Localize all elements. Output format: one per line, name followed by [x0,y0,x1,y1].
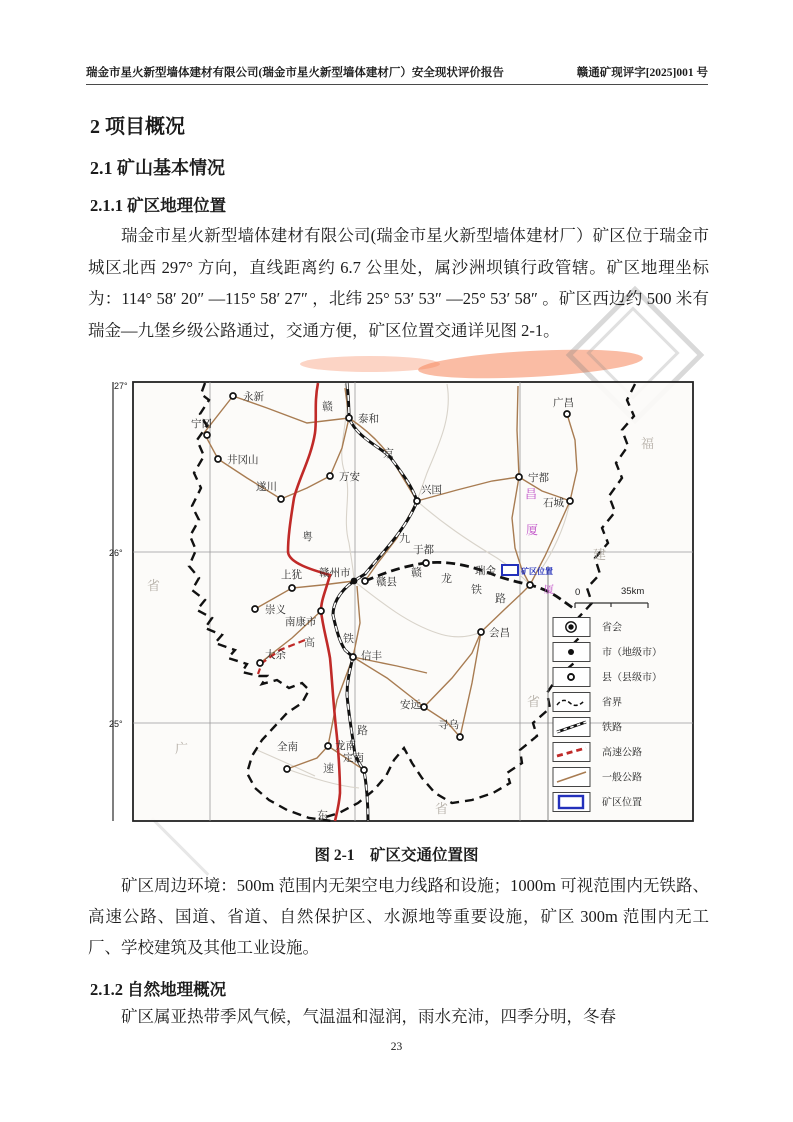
traffic-location-map [97,378,697,840]
county-marker [567,498,573,504]
city-label: 会昌 [489,627,510,639]
county-marker [325,743,331,749]
paragraph-surroundings: 矿区周边环境：500m 范围内无架空电力线路和设施；1000m 可视范围内无铁路、高速公路、国道、省道、自然保护区、水源地等重要设施，矿区 300m 范围内无工厂、学校建筑及其他工业设施。 [88,876,709,957]
city-label: 万安 [339,471,360,483]
subsubsection-heading-location: 2.1.1 矿区地理位置 [90,196,227,215]
city-label: 兴国 [421,484,442,496]
mine-location-box [502,565,518,575]
county-marker [350,654,356,660]
latitude-label: 25° [109,719,123,729]
subsection-heading: 2.1 矿山基本情况 [90,158,225,178]
map-label: 赣 [322,401,333,413]
city-label: 信丰 [361,650,382,662]
scale-zero-label: 0 [575,587,581,598]
county-marker [252,606,258,612]
map-label: 速 [323,763,334,775]
city-label: 崇义 [265,604,286,616]
county-marker [362,578,368,584]
figure-map [97,378,697,840]
map-label: 龙 [441,573,452,585]
county-marker [318,608,324,614]
legend-label: 省会 [602,622,622,634]
paragraph-climate: 矿区属亚热带季风气候，气温温和湿润，雨水充沛，四季分明，冬春 [121,1007,616,1026]
map-label: 赣 [411,567,422,579]
mine-city-marker [527,582,533,588]
map-label: 铁 [343,633,354,645]
map-label: 建 [593,547,607,562]
county-marker [284,766,290,772]
county-marker [257,660,263,666]
city-label: 永新 [243,391,264,403]
map-label: 东 [317,810,328,822]
map-label: 九 [399,533,410,545]
mine-location-label: 矿区位置 [521,567,553,576]
latitude-labels [109,381,128,729]
city-label: 全南 [277,741,298,753]
city-label: 宁冈 [191,418,212,430]
county-marker [346,415,352,421]
map-label: 广 [175,741,189,756]
page-number: 23 [390,1041,403,1053]
latitude-label: 27° [114,381,128,391]
header-doc-number: 赣通矿现评字[2025]001 号 [576,67,708,79]
legend-label: 市（地级市） [602,647,662,659]
map-label: 省 [147,578,161,593]
header-title: 瑞金市星火新型墙体建材有限公司(瑞金市星火新型墙体建材厂）安全现状评价报告 [86,67,504,79]
city-label: 井冈山 [227,454,259,466]
legend-label: 县（县级市） [602,672,662,684]
map-label: 福 [641,436,655,451]
legend-label: 铁路 [602,722,622,734]
figure-caption: 图 2-1 矿区交通位置图 [314,847,479,864]
county-marker [516,474,522,480]
city-label: 于都 [413,544,434,556]
county-marker [289,585,295,591]
county-marker [421,704,427,710]
map-label: 厦 [544,585,554,596]
city-label: 南康市 [285,616,317,628]
section-heading: 2 项目概况 [90,116,185,138]
city-label: 石城 [543,497,564,509]
map-label: 厦 [526,523,539,537]
map-label: 路 [495,593,506,605]
city-label: 遂川 [256,481,277,493]
city-label: 上犹 [281,569,302,581]
city-label: 定南 [343,752,364,764]
city-label: 赣县 [376,576,397,588]
legend-label: 矿区位置 [602,797,642,809]
county-marker [215,456,221,462]
city-label: 龙南 [335,740,356,752]
county-marker [478,629,484,635]
city-label: 安远 [400,699,421,711]
legend-label: 省界 [602,697,622,709]
city-label: 寻乌 [438,719,459,731]
map-label: 省 [435,801,449,816]
county-marker [327,473,333,479]
county-marker [361,767,367,773]
city-label: 大余 [265,649,286,661]
scale-distance-label: 35km [621,586,645,597]
legend-label: 高速公路 [602,747,642,759]
city-label: 宁都 [528,472,549,484]
map-label: 京 [383,448,394,460]
page-header [86,64,708,85]
map-label: 高 [304,637,315,649]
latitude-label: 26° [109,548,123,558]
map-label: 省 [527,694,541,709]
city-marker [351,578,358,585]
mine-city-label: 瑞金 [475,565,496,577]
county-marker [414,498,420,504]
city-label: 广昌 [553,397,574,409]
map-label: 铁 [471,584,482,596]
subsubsection-heading-geography: 2.1.2 自然地理概况 [90,980,227,999]
legend-label: 一般公路 [602,772,642,784]
paragraph-location: 瑞金市星火新型墙体建材有限公司(瑞金市星火新型墙体建材厂）矿区位于瑞金市城区北西 297° 方向，直线距离约 6.7 公里处，属沙洲坝镇行政管辖。矿区地理坐标为：114° 58′ 20″ —115° 58′ 27″ ，北纬 25° 53′ 53″ —25° 53′ 58″ 。矿区西边约 500 米有瑞金—九堡乡级公路通过，交通方便，矿区位置交通详见图 2-1。 [88,226,709,340]
city-label: 泰和 [358,413,379,425]
map-label: 昌 [525,487,538,501]
county-marker [204,432,210,438]
county-marker [457,734,463,740]
legend-symbol-box [553,693,590,712]
county-marker [423,560,429,566]
city-label: 赣州市 [319,567,351,579]
county-marker [230,393,236,399]
map-label: 路 [357,725,368,737]
salmon-stamp-watermark-2 [300,356,440,372]
county-marker [564,411,570,417]
county-marker [278,496,284,502]
map-label: 粤 [302,531,313,543]
